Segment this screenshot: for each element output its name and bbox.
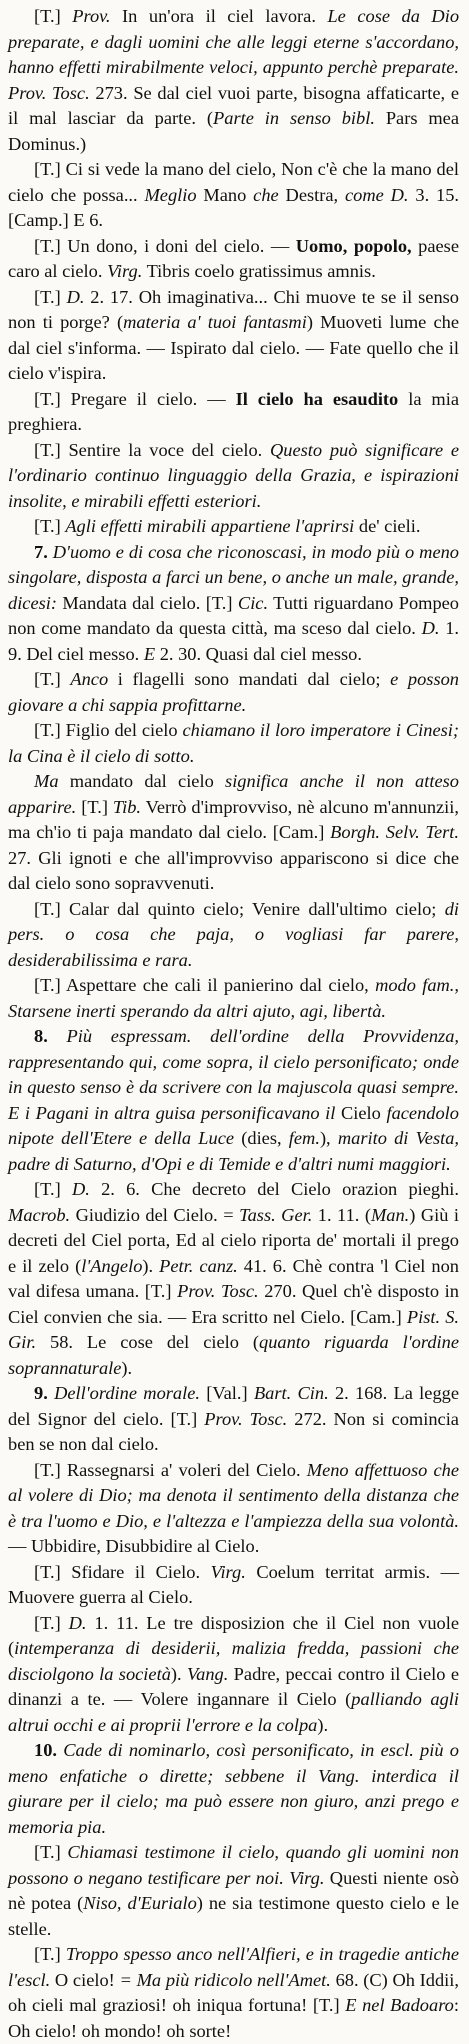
text-segment: i flagelli sono mandati dal cielo;	[108, 669, 391, 689]
para-decreto	[8, 1177, 459, 1381]
text-segment: Prov. Tosc.	[204, 1408, 288, 1429]
para-rassegnarsi	[8, 1458, 459, 1560]
text-segment: [T.] Pregare il cielo. —	[34, 388, 236, 409]
para-quinto-cielo	[8, 897, 459, 974]
text-segment: 9.	[34, 1383, 55, 1403]
text-segment: D.	[71, 1179, 90, 1199]
para-imaginativa	[8, 285, 459, 387]
text-segment: Virg.	[289, 1867, 325, 1888]
text-segment: [T.] Ci si vede la mano del cielo, Non c'è che la mano del cielo che possa...	[8, 159, 459, 205]
text-segment: Coelum territat armis. — Muovere guerra al Cielo.	[8, 1561, 460, 1607]
text-segment: ) ne sia testimone questo cielo e le stelle.	[8, 1893, 459, 1939]
text-segment: [T.] Calar dal quinto cielo; Venire dall'ultimo cielo;	[34, 898, 445, 919]
text-segment: (dies,	[234, 1128, 289, 1148]
text-segment: ).	[317, 1714, 329, 1735]
text-segment: [T.]	[34, 516, 66, 536]
text-segment: Prov. Tosc.	[8, 82, 90, 103]
text-segment: Prov.	[72, 6, 111, 26]
text-segment: Dell'ordine morale.	[54, 1383, 200, 1403]
text-segment: ).	[170, 1663, 187, 1684]
text-segment: e posson giovare a chi sappia profittarne.	[8, 669, 460, 715]
text-segment: Parte in senso bibl.	[213, 108, 375, 128]
text-segment: Ma	[34, 771, 59, 791]
text-segment: = Ma più ridicolo nell'Amet.	[119, 1969, 331, 1990]
text-segment: ).	[142, 1255, 160, 1276]
text-segment: Meglio	[144, 184, 197, 205]
text-segment: Tib.	[112, 796, 142, 817]
text-segment: Il cielo ha esaudito	[235, 388, 399, 409]
para-alfieri	[8, 1942, 459, 2044]
text-segment: Le cose da Dio preparate, e dagli uomini che alle leggi eterne s'accordano, hanno effetti mirabilmente veloci, appunto perchè preparate.	[8, 6, 460, 77]
text-segment: Chiamasi testimone il cielo, quando gli uomini non possono o negano testificare per noi.	[8, 1842, 459, 1888]
text-segment: [T.]	[34, 286, 67, 307]
text-segment: [T.]	[34, 1842, 68, 1862]
text-segment: Vang.	[186, 1663, 229, 1684]
text-segment: Virg.	[210, 1561, 246, 1582]
text-segment: de' cieli.	[354, 516, 421, 536]
text-segment: E	[143, 643, 156, 664]
text-segment: fem.	[288, 1128, 320, 1148]
text-segment: Cade di nominarlo, così personificato, in escl. più o meno enfatiche o dirette; sebbene il Vang. interdica il giurare per il cielo; ma può essere non giuro, anzi prego e memoria pia.	[8, 1740, 459, 1837]
text-segment: 8.	[34, 1026, 67, 1046]
text-segment: — Ubbidire, Disubbidire al Cielo.	[8, 1536, 260, 1556]
text-segment: 7.	[34, 541, 53, 562]
para-pregare	[8, 387, 459, 438]
text-segment: Prov. Tosc.	[177, 1281, 259, 1301]
text-segment: 58. Le cose del cielo (	[36, 1332, 259, 1352]
text-segment: 2. 168. La legge del Signor del cielo. [T.]	[8, 1383, 460, 1429]
para-7-mandato	[8, 540, 459, 668]
text-segment: Anco	[70, 669, 109, 689]
text-segment: D.	[421, 618, 440, 638]
text-segment: Agli effetti mirabili appartiene l'aprirsi	[65, 516, 355, 536]
text-segment: Bart. Cin.	[253, 1383, 329, 1403]
text-segment: [T.] Sfidare il Cielo.	[34, 1561, 211, 1582]
para-testimone	[8, 1840, 459, 1942]
text-segment: Questi niente osò nè potea (	[8, 1867, 459, 1913]
text-segment: ) Muoveti lume che dal ciel s'informa. — Ispirato dal cielo. — Fate quello che il cielo v'ispira.	[8, 312, 459, 383]
text-segment: di pers. o cosa che paja, o vogliasi far parere, desiderabilissima e rara.	[8, 898, 459, 970]
text-segment: O cielo!	[50, 1969, 120, 1990]
para-improvviso	[8, 769, 459, 897]
para-disposizioni	[8, 1611, 459, 1739]
text-segment: l'Angelo	[81, 1255, 143, 1276]
para-10-nominarlo	[8, 1738, 459, 1840]
text-segment: Pars mea Dominus.)	[8, 108, 460, 154]
text-segment: Borgh. Selv. Tert.	[330, 822, 459, 842]
text-segment: 68. (C) Oh Iddii, oh cieli mal graziosi! oh iniqua fortuna! [T.]	[8, 1969, 459, 2015]
para-mano-del-cielo	[8, 157, 459, 234]
para-flagelli	[8, 667, 459, 718]
text-segment: [T.]	[76, 796, 113, 817]
text-segment: [T.] Aspettare che cali il panierino dal cielo,	[34, 975, 376, 995]
text-segment: quanto riguarda l'ordine soprannaturale	[8, 1332, 460, 1378]
text-segment: [Val.]	[200, 1383, 254, 1403]
text-segment: che	[253, 184, 279, 205]
text-segment: 1. 11. (	[312, 1204, 371, 1225]
text-segment: Tibris coelo gratissimus amnis.	[142, 261, 376, 281]
text-segment: [T.] Sentire la voce del cielo.	[34, 439, 270, 460]
text-segment: [T.]	[34, 669, 71, 689]
text-segment: Uomo, popolo,	[295, 235, 412, 256]
text-segment: 3. 15. [Camp.] E 6.	[8, 184, 460, 230]
text-segment: mandato dal cielo	[58, 771, 226, 791]
text-segment: D.	[66, 286, 85, 307]
para-un-dono	[8, 234, 459, 285]
text-segment: materia a' tuoi fantasmi	[123, 312, 307, 332]
text-segment: 1. 11. Le tre disposizion che il Ciel non vuole (	[8, 1612, 460, 1658]
text-segment: Virg.	[107, 261, 143, 281]
text-segment: 270. Quel ch'è disposto in Ciel convien che sia. — Era scritto nel Cielo. [Cam.]	[8, 1281, 459, 1327]
text-segment: D.	[68, 1612, 87, 1633]
text-segment: facendolo nipote dell'Etere e della Luce	[8, 1102, 459, 1148]
text-segment: Cic.	[237, 592, 269, 613]
text-segment: come D.	[345, 184, 409, 205]
text-segment: 1. 9. Del ciel messo.	[8, 618, 459, 664]
text-segment: [T.] Un dono, i doni del cielo. —	[34, 235, 296, 256]
text-segment: ).	[121, 1357, 133, 1378]
text-segment: ) Giù i decreti del Ciel porta, Ed al cielo riporta de' mortali il prego e il zelo (	[8, 1204, 460, 1276]
text-segment: intemperanza di desiderii, malizia fredda, passioni che disciolgono la società	[8, 1638, 459, 1684]
text-segment: Cielo	[335, 1102, 387, 1123]
text-segment: E nel Badoaro	[345, 1995, 454, 2015]
text-segment: paese caro al cielo.	[8, 235, 460, 281]
text-segment: Pist. S. Gir.	[8, 1306, 459, 1352]
text-segment: chiamano il loro imperatore i Cinesi; la Cina è il cielo di sotto.	[8, 720, 459, 766]
text-segment: 273. Se dal ciel vuoi parte, bisogna affaticarte, e il mal lasciar da parte. (	[8, 82, 459, 128]
text-segment: Verrò d'improvviso, nè alcuno m'annunzii, ma ch'io ti paja mandato dal cielo. [Cam.]	[8, 796, 460, 842]
text-segment: [T.] Rassegnarsi a' voleri del Cielo.	[34, 1459, 307, 1480]
text-segment: Man.	[370, 1204, 410, 1225]
text-segment: D'uomo e di cosa che riconoscasi, in modo più o meno singolare, disposta a farci un bene, o anche un male, grande, dicesi:	[8, 541, 459, 613]
text-segment: [T.] Figlio del cielo	[34, 720, 183, 740]
text-segment: la mia preghiera.	[8, 388, 460, 434]
text-segment: marito di Vesta, padre di Saturno, d'Opi e di Temide e d'altri numi maggiori.	[8, 1128, 460, 1174]
text-segment: Petr. canz.	[159, 1255, 238, 1276]
text-segment: Più espressam. dell'ordine della Provvidenza, rappresentando qui, come sopra, il cielo personificato; onde in questo senso è da scrivere con la majuscola quasi sempre. E i Pagani in altra guisa personificavano il	[8, 1026, 459, 1123]
text-segment: Destra,	[278, 184, 345, 205]
text-segment: significa anche il non atteso apparire.	[8, 771, 459, 817]
text-segment: Padre, peccai contro il Cielo e dinanzi a te. — Volere ingannare il Cielo (	[8, 1663, 459, 1709]
text-segment: Tass. Ger.	[239, 1204, 313, 1225]
text-segment: Niso, d'Eurialo	[83, 1893, 197, 1913]
para-sentire-voce	[8, 438, 459, 515]
para-prov-lavora	[8, 4, 459, 157]
text-segment: Questo può significare e l'ordinario continuo linguaggio della Grazia, e ispirazioni insolite, e mirabili effetti esteriori.	[8, 439, 460, 511]
para-8-provvidenza	[8, 1024, 459, 1177]
para-9-ordine-morale	[8, 1381, 459, 1458]
text-segment: Tutti riguardano Pompeo non come mandato da questa città, ma sceso dal cielo.	[8, 592, 459, 638]
text-segment: [T.]	[34, 1612, 69, 1633]
text-segment: ),	[319, 1128, 338, 1148]
text-segment: Macrob.	[8, 1204, 71, 1225]
text-segment: Mandata dal cielo. [T.]	[57, 592, 238, 613]
text-segment: 2. 17. Oh imaginativa... Chi muove te se il senso non ti porge? (	[8, 286, 460, 332]
text-segment: palliando agli altrui occhi e ai proprii l'errore e la colpa	[8, 1689, 459, 1735]
para-sfidare	[8, 1560, 459, 1611]
text-segment: Troppo spesso anco nell'Alfieri, e in tragedie antiche l'escl.	[8, 1944, 460, 1990]
para-figlio-del-cielo	[8, 718, 459, 769]
text-segment: modo fam., Starsene inerti sperando da altri ajuto, agi, libertà.	[8, 975, 460, 1021]
para-aprirsi	[8, 514, 459, 540]
para-panierino	[8, 973, 459, 1024]
text-segment: [T.]	[34, 1179, 72, 1199]
text-segment: Giudizio del Cielo. =	[70, 1204, 240, 1225]
text-segment: : Oh cielo! oh mondo! oh sorte!	[8, 1995, 459, 2041]
text-segment: Meno affettuoso che al volere di Dio; ma denota il sentimento della distanza che è tra l'uomo e Dio, e l'altezza e l'ampiezza della sua volontà.	[8, 1459, 459, 1531]
text-segment: 27. Gli ignoti e che all'improvviso appariscono si dice che dal cielo sono sopravvenuti.	[8, 847, 459, 893]
text-segment: 10.	[34, 1740, 64, 1760]
text-segment: In un'ora il ciel lavora.	[110, 6, 328, 26]
text-segment: [T.]	[34, 6, 73, 26]
text-segment: 2. 6. Che decreto del Cielo orazion pieghi.	[89, 1179, 460, 1199]
text-segment: [T.]	[34, 1944, 66, 1964]
text-segment: Mano	[196, 184, 254, 205]
text-segment: 2. 30. Quasi dal ciel messo.	[155, 643, 362, 664]
text-segment: 41. 6. Chè contra 'l Ciel non val difesa umana. [T.]	[8, 1255, 459, 1301]
text-segment: 272. Non si comincia ben se non dal cielo.	[8, 1408, 459, 1454]
